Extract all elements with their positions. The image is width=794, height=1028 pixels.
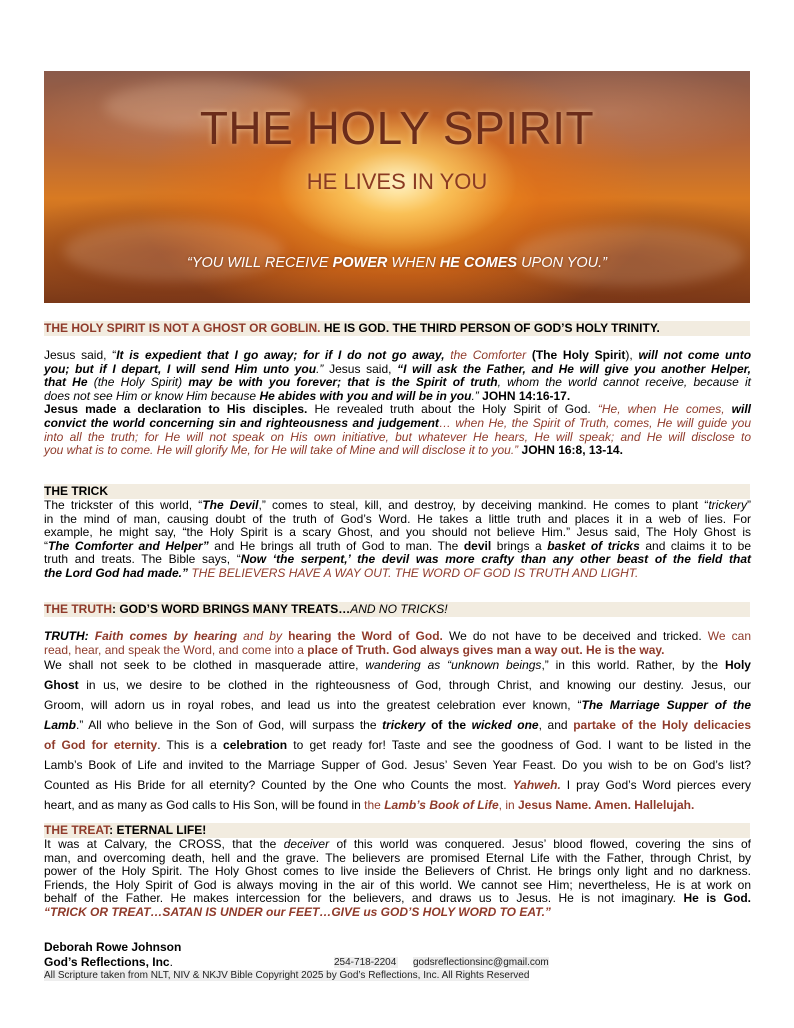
cloud-decoration [64,221,284,281]
email-link[interactable]: godsreflectionsinc@gmail.com [413,957,549,968]
section-truth-text: TRUTH: Faith comes by hearing and by hearing the Word of God. We do not have to be deceived and tricked. We can read, hear, and speak the Word, and come into a place of Truth. God always gives man a way out. He is the way. [44,629,752,657]
section-trick-text: The trickster of this world, “The Devil,” comes to steal, kill, and destroy, by deceiving mankind. He comes to plant “trickery” in the mind of man, causing doubt of the truth of God’s Word. He takes a little truth and places it in a web of lies. For example, he might say, “the Holy Spirit is a scary Ghost, and you should not believe Him.” Jesus said, The Holy Ghost is “The Comforter and Helper” and He brings all truth of God to man. The devil brings a basket of tricks and claims it to be truth and treats. The Bible says, “Now ‘the serpent,’ the devil was more crafty than any other beast of the field that the Lord God had made.” THE BELIEVERS HAVE A WAY OUT. THE WORD OF GOD IS TRUTH AND LIGHT. [44,498,751,580]
copyright-notice: All Scripture taken from NLT, NIV & NKJV Bible Copyright 2025 by God’s Reflections, Inc. All Rights Reserved [44,970,530,981]
header-banner [44,71,750,303]
banner-subtitle: HE LIVES IN YOU [306,169,488,194]
section-heading-truth: THE TRUTH: GOD’S WORD BRINGS MANY TREATS…AND NO TRICKS! [44,602,750,617]
section-heading-treat: THE TREAT: ETERNAL LIFE! [44,823,750,838]
section-truth-text-continued: We shall not seek to be clothed in masquerade attire, wandering as “unknown beings,” in this world. Rather, by the Holy Ghost in us, we desire to be clothed in the righteousness of God, through Christ, and knowing our destiny. Jesus, our Groom, will adorn us in royal robes, and lead us into the greatest celebration ever known, “The Marriage Supper of the Lamb.” All who believe in the Son of God, will surpass the trickery of the wicked one, and partake of the Holy delicacies of God for eternity. This is a celebration to get ready for! Taste and see the goodness of God. I want to be listed in the Lamb’s Book of Life and invited to the Marriage Supper of God. Jesus’ Seven Year Feast. Do you wish to be on God’s list? Counted as His Bride for all eternity? Counted by the One who Counts the most. Yahweh. I pray God’s Word pierces every heart, and as many as God calls to His Son, will be found in the Lamb’s Book of Life, in Jesus Name. Amen. Hallelujah. [44,658,752,812]
banner-title: THE HOLY SPIRIT [199,102,595,154]
section-heading-trick: THE TRICK [44,484,750,499]
author-name: Deborah Rowe Johnson [44,940,182,954]
phone-number: 254-718-2204 [334,957,397,968]
section-holy-spirit-text: Jesus said, “It is expedient that I go away; for if I do not go away, the Comforter (The Holy Spirit), will not come unto you; but if I depart, I will send Him unto you.” Jesus said, “I will ask the Father, and He will give you another Helper, that He (the Holy Spirit) may be with you forever; that is the Spirit of truth, whom the world cannot receive, because it does not see Him or know Him because He abides with you and will be in you.” JOHN 14:16-17. Jesus made a declaration to His disciples. He revealed truth about the Holy Spirit of God. “He, when He comes, will convict the world concerning sin and righteousness and judgement… when He, the Spirit of Truth, comes, He will guide you into all the truth; for He will not speak on His own initiative, but whatever He hears, He will speak; and He will disclose to you what is to come. He will glorify Me, for He will take of Mine and will disclose it to you.” JOHN 16:8, 13-14. [44,348,752,458]
section-treat-text: It was at Calvary, the CROSS, that the deceiver of this world was conquered. Jesus’ blood flowed, covering the sins of man, and overcoming death, hell and the grave. The believers are promised Eternal Life with the Father, through Christ, by power of the Holy Spirit. The Holy Ghost comes to live inside the Believers of Christ. He brings only light and no darkness. Friends, the Holy Spirit of God is always moving in the air of this world. We cannot see Him; nevertheless, He is at work on behalf of the Father. He makes intercession for the believers, and draws us to Jesus. He is not imaginary. He is God. “TRICK OR TREAT…SATAN IS UNDER our FEET…GIVE us GOD’S HOLY WORD TO EAT.” [44,837,751,919]
section-heading-not-a-ghost: THE HOLY SPIRIT IS NOT A GHOST OR GOBLIN. HE IS GOD. THE THIRD PERSON OF GOD’S HOLY TRINITY. [44,321,750,336]
company-name: God’s Reflections, Inc. [44,955,173,969]
banner-quote: “YOU WILL RECEIVE POWER WHEN HE COMES UPON YOU.” [186,255,608,271]
